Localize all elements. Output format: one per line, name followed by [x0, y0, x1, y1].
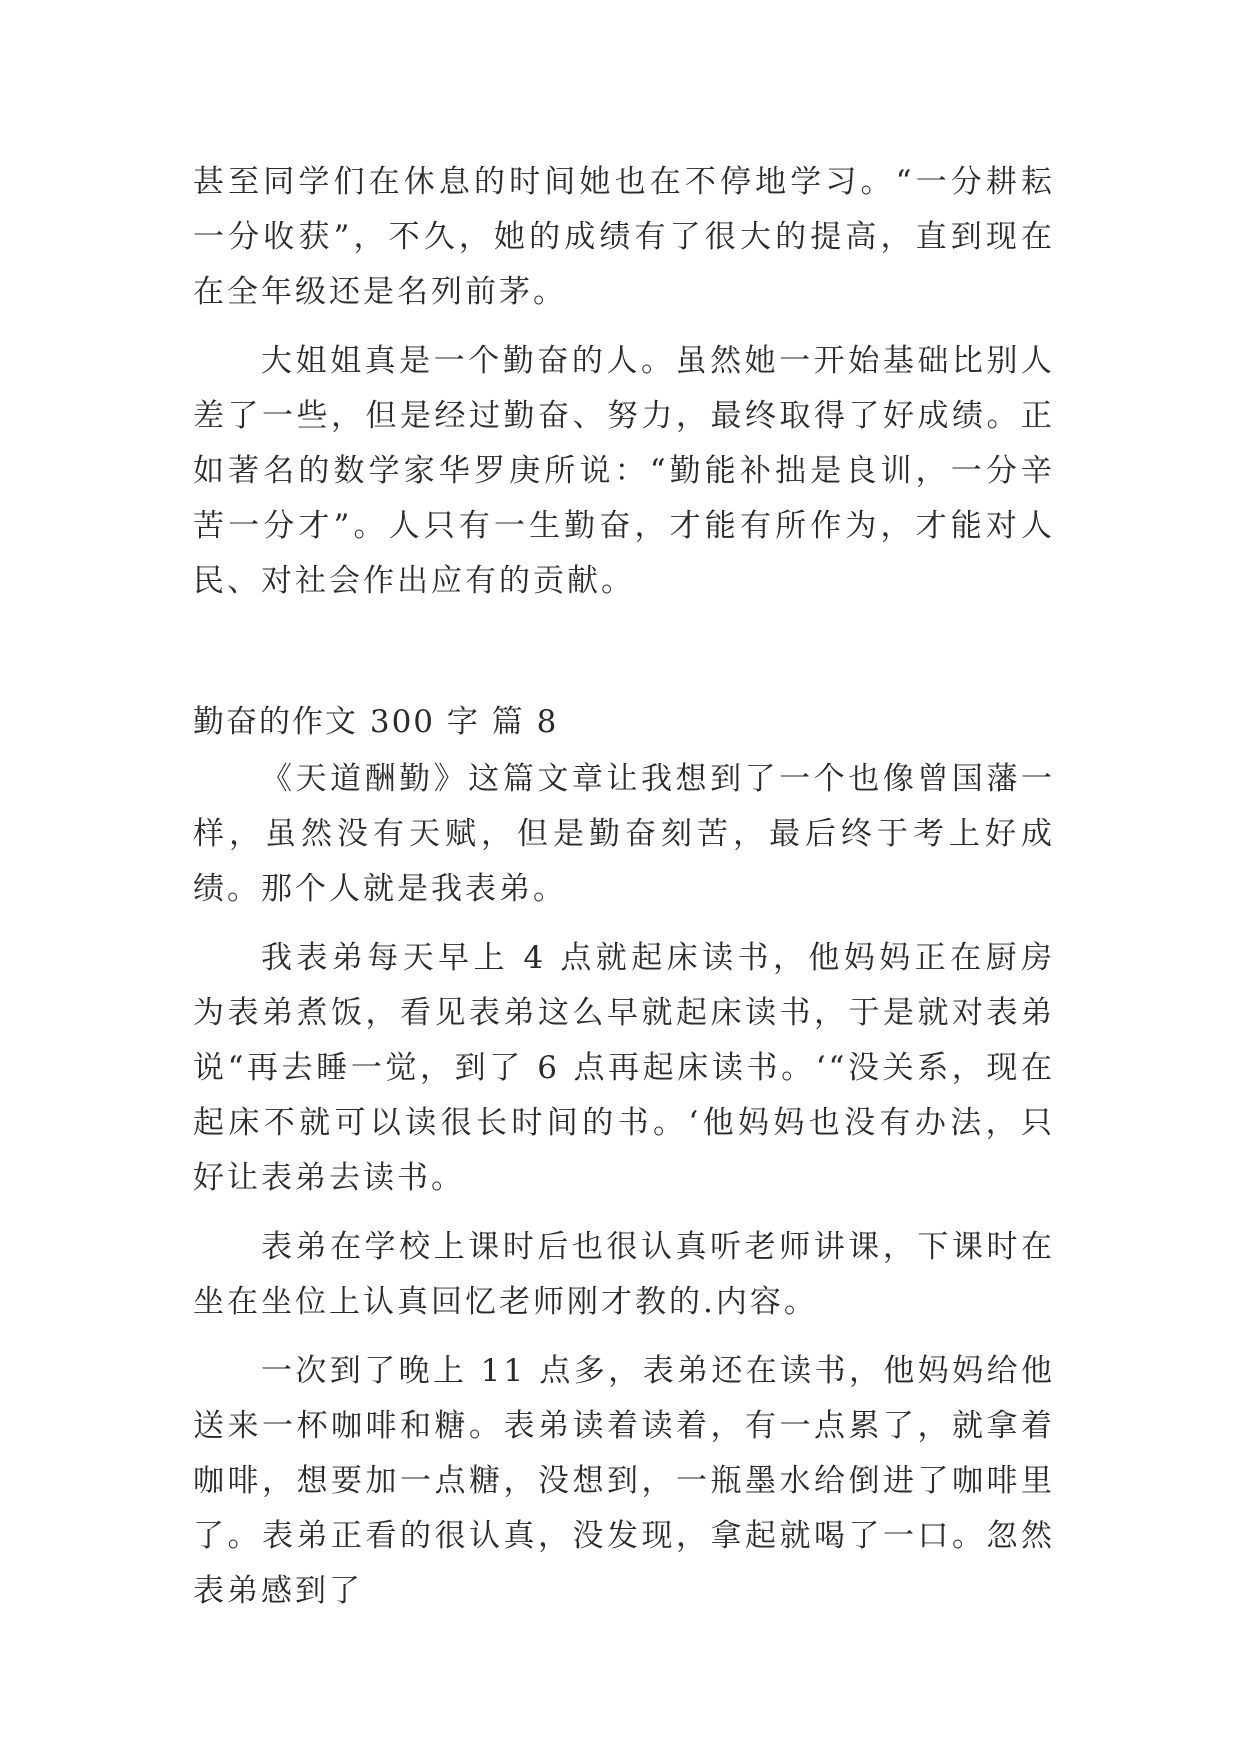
paragraph-intro: 《天道酬勤》这篇文章让我想到了一个也像曾国藩一样，虽然没有天赋，但是勤奋刻苦，最后终于考上好成绩。那个人就是我表弟。 — [193, 761, 1055, 907]
paragraph-school: 表弟在学校上课时后也很认真听老师讲课，下课时在坐在坐位上认真回忆老师刚才教的.内容。 — [193, 1229, 1055, 1320]
paragraph-continuation: 甚至同学们在休息的时间她也在不停地学习。“一分耕耘一分收获”，不久，她的成绩有了很大的提高，直到现在在全年级还是名列前茅。 — [193, 164, 1055, 310]
paragraph-morning: 我表弟每天早上 4 点就起床读书，他妈妈正在厨房为表弟煮饭，看见表弟这么早就起床读书，于是就对表弟说“再去睡一觉，到了 6 点再起床读书。‘“没关系，现在起床不就可以读很长时间的书。‘他妈妈也没有办法，只好让表弟去读书。 — [193, 940, 1055, 1196]
document-body — [193, 155, 1055, 1633]
paragraph-conclusion: 大姐姐真是一个勤奋的人。虽然她一开始基础比别人差了一些，但是经过勤奋、努力，最终取得了好成绩。正如著名的数学家华罗庚所说：“勤能补拙是良训，一分辛苦一分才”。人只有一生勤奋，才能有所作为，才能对人民、对社会作出应有的贡献。 — [193, 343, 1055, 599]
paragraph-night: 一次到了晚上 11 点多，表弟还在读书，他妈妈给他送来一杯咖啡和糖。表弟读着读着，有一点累了，就拿着咖啡，想要加一点糖，没想到，一瓶墨水给倒进了咖啡里了。表弟正看的很认真，没发现，拿起就喝了一口。忽然表弟感到了 — [193, 1353, 1055, 1609]
section-heading: 勤奋的作文 300 字 篇 8 — [193, 704, 559, 740]
